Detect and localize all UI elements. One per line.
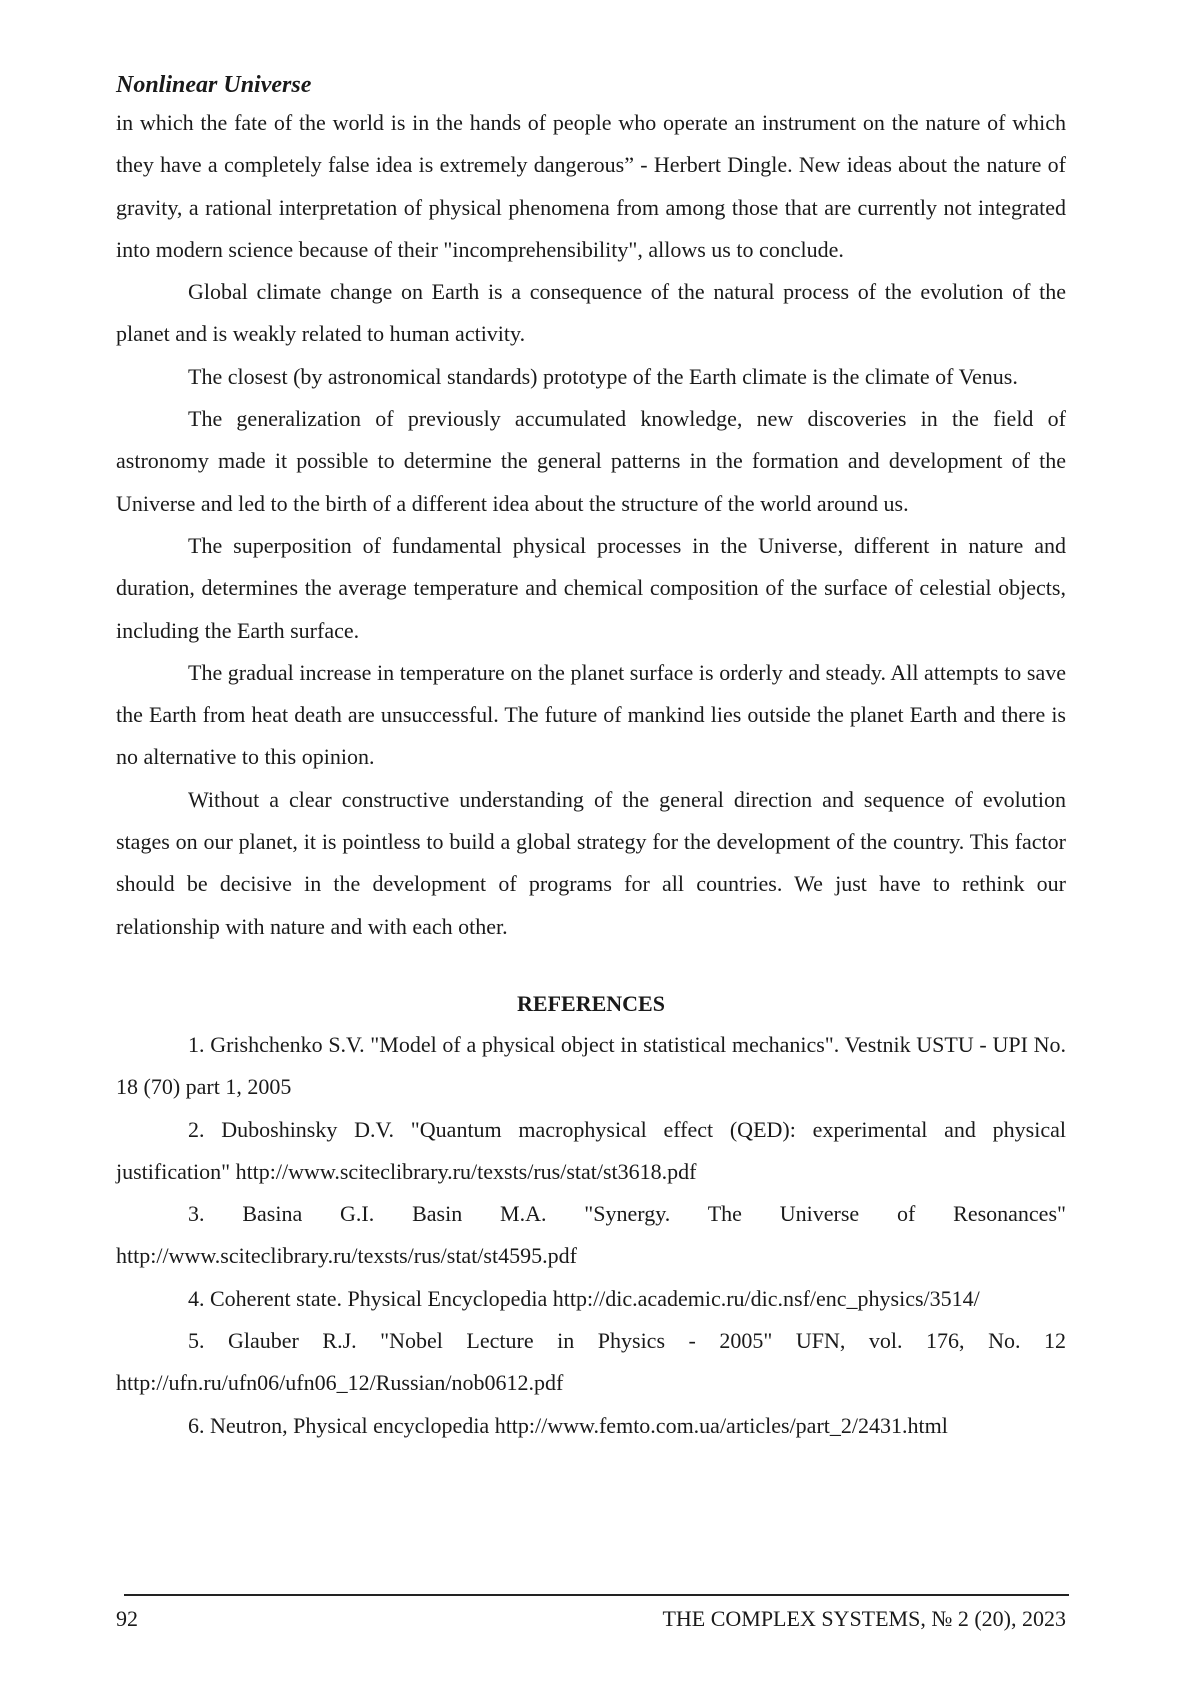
reference-item: 2. Duboshinsky D.V. "Quantum macrophysical effect (QED): experimental and physical justification" http://www.sciteclibrary.ru/texsts/rus/stat/st3618.pdf (116, 1116, 1066, 1184)
reference-item: 5. Glauber R.J. "Nobel Lecture in Physics - 2005" UFN, vol. 176, No. 12 http://ufn.ru/ufn06/ufn06_12/Russian/nob0612.pdf (116, 1328, 1066, 1396)
paragraph-climate-change: Global climate change on Earth is a consequence of the natural process of the evolution of the planet and is weakly related to human activity. (116, 279, 1066, 347)
paragraph-superposition: The superposition of fundamental physical processes in the Universe, different in nature and duration, determines the average temperature and chemical composition of the surface of celestial objects, including the Earth surface. (116, 532, 1066, 643)
paragraph-venus: The closest (by astronomical standards) prototype of the Earth climate is the climate of Venus. (188, 363, 1018, 389)
reference-item: 3. Basina G.I. Basin M.A. "Synergy. The Universe of Resonances" http://www.sciteclibrary.ru/texsts/rus/stat/st4595.pdf (116, 1201, 1066, 1269)
running-title: Nonlinear Universe (116, 72, 312, 98)
reference-item: 1. Grishchenko S.V. "Model of a physical object in statistical mechanics". Vestnik USTU - UPI No. 18 (70) part 1, 2005 (116, 1031, 1066, 1100)
page-content (116, 70, 1066, 1447)
paragraph-generalization: The generalization of previously accumulated knowledge, new discoveries in the field of astronomy made it possible to determine the general patterns in the formation and development of the Universe and led to the birth of a different idea about the structure of the world around us. (116, 406, 1066, 516)
page-number: 92 (116, 1606, 138, 1631)
paragraph-continued: in which the fate of the world is in the hands of people who operate an instrument on the nature of which they have a completely false idea is extremely dangerous” - Herbert Dingle. New ideas about the nature of gravity, a rational interpretation of physical phenomena from among those that are currently not integrated into modern science because of their "incomprehensibility", allows us to conclude. (116, 110, 1066, 262)
reference-item: 6. Neutron, Physical encyclopedia http://www.femto.com.ua/articles/part_2/2431.html (188, 1412, 948, 1438)
journal-citation: THE COMPLEX SYSTEMS, № 2 (20), 2023 (662, 1606, 1066, 1631)
references-heading: REFERENCES (517, 990, 665, 1016)
paragraph-strategy: Without a clear constructive understanding of the general direction and sequence of evolution stages on our planet, it is pointless to build a global strategy for the development of the country. This factor should be decisive in the development of programs for all countries. We just have to rethink our relationship with nature and with each other. (116, 786, 1066, 939)
page-footer (116, 1604, 1066, 1634)
reference-item: 4. Coherent state. Physical Encyclopedia http://dic.academic.ru/dic.nsf/enc_physics/3514/ (188, 1285, 980, 1311)
paragraph-temperature: The gradual increase in temperature on the planet surface is orderly and steady. All attempts to save the Earth from heat death are unsuccessful. The future of mankind lies outside the planet Earth and there is no alternative to this opinion. (116, 659, 1066, 770)
footer-rule (124, 1594, 1069, 1596)
references-list (116, 1024, 1066, 1447)
body-text (116, 102, 1066, 948)
